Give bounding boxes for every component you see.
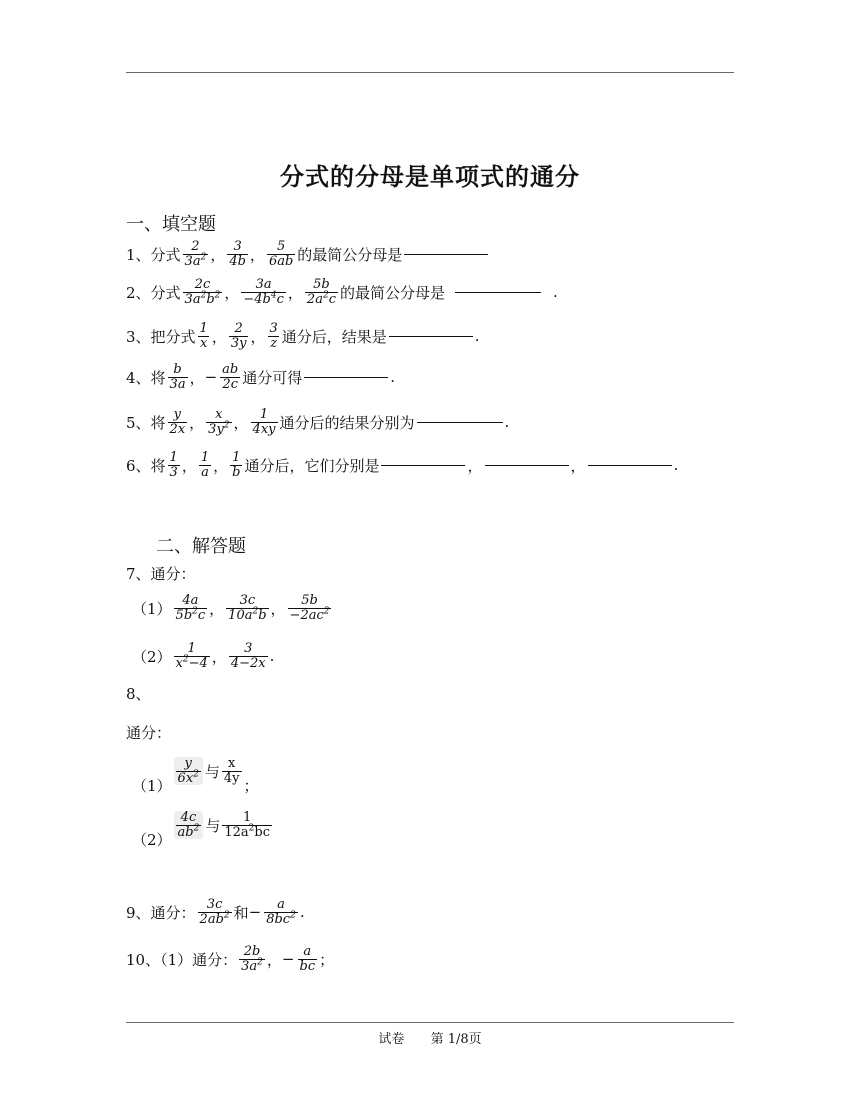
question-2: 2、分式 $\frac{2c}{3a^2b^2}$ ， $\frac{3a}{-4b^4c}$ ， $\frac{5b}{2a^2c}$ 的最简公分母是 . [126,276,558,307]
q10-end: ； [319,950,335,969]
header-rule [126,72,734,73]
answer-blank[interactable] [381,464,465,466]
question-7-part-1: （1） $\frac{4a}{5b^2c}$ ， $\frac{3c}{10a^2b}$ ， $\frac{5b}{-2ac^2}$ [132,592,330,623]
q2-end: . [552,283,558,301]
part-label: （2） [132,647,172,666]
part-label: （2） [132,831,172,849]
section-heading-answer: 二、解答题 [156,536,246,557]
fraction: $\frac{3}{z}$ [269,320,278,351]
fraction: $\frac{y}{2x}$ [169,406,186,437]
q3-prefix: 3、把分式 [126,327,196,346]
q3-suffix: 通分后，结果是 [281,327,387,346]
with-word: 与 [204,762,220,781]
fraction: $\frac{3c}{10a^2b}$ [228,592,267,623]
minus-sign: − [204,368,218,386]
answer-blank[interactable] [417,421,503,423]
and-word: 和 [233,903,249,922]
q5-suffix: 通分后的结果分别为 [279,413,415,432]
question-10: 10、（1）通分： $\frac{2b}{3a^2}$ ， − $\frac{a}{bc}$ ； [126,943,335,974]
question-8-part-1 [132,746,259,796]
q5-prefix: 5、将 [126,413,166,432]
page-title: 分式的分母是单项式的通分 [280,163,580,191]
question-8-label: 8、 [126,685,151,703]
q6-sep: ， [467,456,483,475]
q4-prefix: 4、将 [126,368,166,387]
answer-blank[interactable] [588,464,672,466]
fraction: $\frac{x}{4y}$ [223,755,240,786]
fraction: $\frac{3}{4-2x}$ [230,640,266,671]
q9-end: . [299,903,305,921]
question-1: 1、分式 $\frac{2}{3a^2}$ ， $\frac{3}{4b}$ ， $\frac{5}{6ab}$ 的最简公分母是 [126,232,490,276]
fraction: $\frac{2c}{3a^2b^2}$ [184,276,221,307]
fraction: $\frac{2b}{3a^2}$ [241,943,263,974]
page-footer [0,1028,860,1047]
q10-label: 10、（1）通分： [126,950,238,969]
fraction: $\frac{1}{4xy}$ [252,406,276,437]
question-9 [126,890,305,934]
fraction: $\frac{ab}{2c}$ [222,361,239,392]
fraction: $\frac{y}{6x^2}$ [174,757,203,785]
part-label: （1） [132,599,172,618]
footer-rule [126,1022,734,1023]
fraction: $\frac{3}{4b}$ [229,238,246,269]
fraction: $\frac{a}{bc}$ [299,943,316,974]
question-3: 3、把分式 $\frac{1}{x}$ ， $\frac{2}{3y}$ ， $\frac{3}{z}$ 通分后，结果是 . [126,320,480,351]
fraction: $\frac{b}{3a}$ [169,361,186,392]
answer-blank[interactable] [455,291,541,293]
q6-prefix: 6、将 [126,456,166,475]
footer-left: 试卷 [378,1032,405,1047]
fraction: $\frac{1}{12a^2bc}$ [224,809,271,840]
fraction: $\frac{4a}{5b^2c}$ [175,592,206,623]
q4-end: . [390,368,396,386]
question-8-part-2 [132,800,274,850]
fraction: $\frac{2}{3a^2}$ [184,238,207,269]
fraction: $\frac{1}{a}$ [200,449,210,480]
question-6: 6、将 $\frac{1}{3}$ ， $\frac{1}{a}$ ， $\frac{1}{b}$ 通分后，它们分别是 ， ， . [126,449,679,480]
fraction: $\frac{3c}{2ab^2}$ [199,896,230,927]
q2-prefix: 2、分式 [126,283,181,302]
question-5: 5、将 $\frac{y}{2x}$ ， $\frac{x}{3y^2}$ ， $\frac{1}{4xy}$ 通分后的结果分别为 . [126,406,510,437]
fraction: $\frac{2}{3y}$ [230,320,247,351]
question-7-label: 7、通分： [126,565,196,583]
minus-sign: − [281,950,295,968]
minus-sign: − [248,903,262,921]
fraction: $\frac{a}{8bc^2}$ [266,896,296,927]
fraction: $\frac{5b}{-2ac^2}$ [289,592,330,623]
q6-suffix: 通分后，它们分别是 [244,456,380,475]
fraction: $\frac{4c}{ab^2}$ [174,811,204,839]
q5-end: . [504,413,510,431]
q6-end: . [673,456,679,474]
with-word: 与 [205,816,221,835]
part-label: （1） [132,777,172,795]
fraction: $\frac{1}{b}$ [232,449,241,480]
fraction: $\frac{5}{6ab}$ [268,238,294,269]
section-heading-fill-blank: 一、填空题 [126,214,216,235]
answer-blank[interactable] [404,253,488,255]
q3-end: . [474,327,480,345]
q4-suffix: 通分可得 [242,368,303,387]
question-7-part-2: （2） $\frac{1}{x^2-4}$ ， $\frac{3}{4-2x}$ . [132,640,275,671]
answer-blank[interactable] [485,464,569,466]
q6-sep: ， [570,456,586,475]
answer-blank[interactable] [304,376,388,378]
q1-prefix: 1、分式 [126,245,181,264]
fraction: $\frac{x}{3y^2}$ [208,406,230,437]
fraction: $\frac{1}{x}$ [199,320,208,351]
question-8-sub: 通分： [126,724,172,742]
question-4: 4、将 $\frac{b}{3a}$ ， − $\frac{ab}{2c}$ 通分可得 . [126,361,396,392]
q9-label: 9、通分： [126,903,196,922]
answer-blank[interactable] [389,335,473,337]
fraction: $\frac{1}{3}$ [169,449,178,480]
fraction: $\frac{5b}{2a^2c}$ [306,276,336,307]
part-end: ； [243,777,259,795]
q2-suffix: 的最简公分母是 [339,283,445,302]
page-number: 第 1/8页 [430,1032,482,1047]
q1-suffix: 的最简公分母是 [297,245,403,264]
fraction: $\frac{1}{x^2-4}$ [175,640,208,671]
fraction: $\frac{3a}{-4b^4c}$ [243,276,284,307]
